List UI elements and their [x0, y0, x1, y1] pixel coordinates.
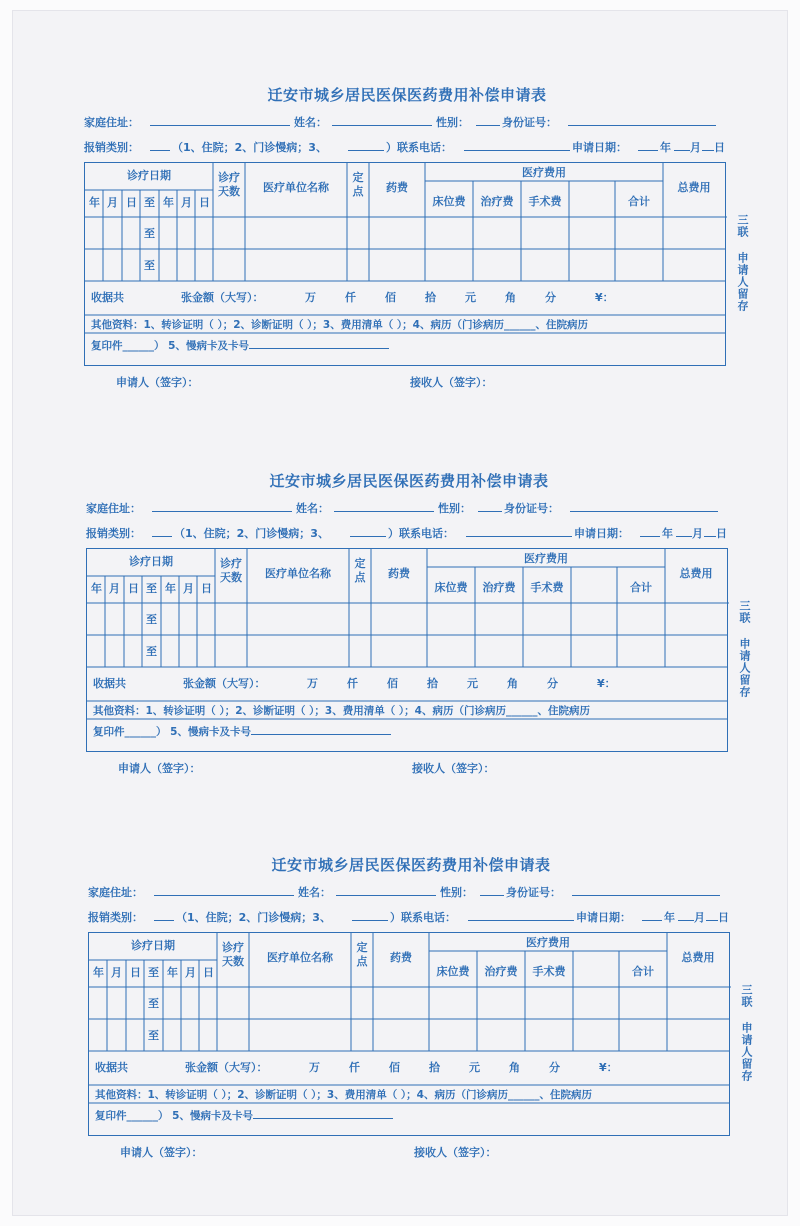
unit-3: 拾: [425, 291, 436, 304]
unit-3: 拾: [429, 1061, 440, 1074]
head-total: 总费用: [677, 181, 711, 194]
ymd-cell-2: 日: [126, 196, 137, 209]
amount-label: 张金额（大写）：: [185, 1061, 268, 1074]
year-label: 年: [660, 141, 671, 154]
type-label: 报销类别：: [86, 527, 141, 540]
head-bed: 床位费: [434, 581, 468, 594]
head-unit: 医疗单位名称: [263, 181, 329, 194]
copy-owner: 申请人留存: [736, 252, 749, 312]
head-medical: 医疗费用: [526, 936, 570, 949]
name-field[interactable]: [334, 500, 434, 512]
form-title: 迁安市城乡居民医保医药费用补偿申请表: [267, 86, 547, 104]
amount-label: 张金额（大写）：: [181, 291, 264, 304]
id-label: 身份证号：: [504, 502, 559, 515]
gender-label: 性别：: [436, 116, 469, 129]
head-date: 诊疗日期: [129, 555, 173, 568]
phone-field[interactable]: [466, 525, 572, 537]
to-2: 至: [146, 645, 157, 658]
type-field[interactable]: [154, 909, 174, 921]
copy-owner: 申请人留存: [740, 1022, 753, 1082]
name-label: 姓名：: [294, 116, 327, 129]
expense-table: [86, 548, 728, 752]
ymd-cell-5: 月: [183, 582, 194, 595]
head-medical: 医疗费用: [522, 166, 566, 179]
gender-label: 性别：: [438, 502, 471, 515]
other-docs-2-text: 复印件______） 5、慢病卡及卡号: [91, 340, 249, 352]
head-surgery: 手术费: [528, 195, 562, 208]
unit-4: 元: [469, 1061, 480, 1074]
ymd-cell-0: 年: [93, 966, 104, 979]
day-field[interactable]: [706, 909, 718, 921]
unit-3: 拾: [427, 677, 438, 690]
amount-label: 张金额（大写）：: [183, 677, 266, 690]
address-field[interactable]: [152, 500, 292, 512]
applicant-signature[interactable]: 申请人（签字）：: [120, 1146, 203, 1159]
ymd-cell-6: 日: [201, 582, 212, 595]
receiver-signature[interactable]: 接收人（签字）：: [410, 376, 493, 389]
head-total-sub: 合计: [632, 965, 654, 978]
unit-6: 分: [545, 291, 556, 304]
head-days: 诊疗天数: [218, 171, 240, 198]
date-label: 申请日期：: [576, 911, 631, 924]
head-point: 定点: [352, 171, 364, 198]
chronic-card-field[interactable]: [249, 337, 389, 349]
unit-5: 角: [505, 291, 516, 304]
name-field[interactable]: [332, 114, 432, 126]
ymd-cell-6: 日: [203, 966, 214, 979]
type-field[interactable]: [152, 525, 172, 537]
name-field[interactable]: [336, 884, 436, 896]
month-field[interactable]: [674, 139, 690, 151]
to-2: 至: [144, 259, 155, 272]
day-label: 日: [718, 911, 729, 924]
type-options: （1、住院；2、门诊慢病；3、: [176, 911, 331, 924]
info-row-2: [84, 139, 730, 155]
unit-2: 佰: [389, 1061, 400, 1074]
head-drug: 药费: [388, 567, 410, 580]
unit-2: 佰: [385, 291, 396, 304]
year-label: 年: [662, 527, 673, 540]
ymd-cell-1: 月: [111, 966, 122, 979]
ymd-cell-3: 至: [148, 966, 159, 979]
ymd-cell-2: 日: [130, 966, 141, 979]
ymd-cell-4: 年: [165, 582, 176, 595]
receiver-signature[interactable]: 接收人（签字）：: [414, 1146, 497, 1159]
head-total: 总费用: [681, 951, 715, 964]
to-1: 至: [144, 227, 155, 240]
ymd-cell-4: 年: [163, 196, 174, 209]
unit-0: 万: [305, 291, 316, 304]
other-docs-2-text: 复印件______） 5、慢病卡及卡号: [93, 726, 251, 738]
id-label: 身份证号：: [502, 116, 557, 129]
type-other-field[interactable]: [350, 525, 386, 537]
unit-1: 仟: [345, 291, 356, 304]
head-bed: 床位费: [432, 195, 466, 208]
unit-0: 万: [309, 1061, 320, 1074]
year-label: 年: [664, 911, 675, 924]
head-point: 定点: [354, 557, 366, 584]
unit-5: 角: [509, 1061, 520, 1074]
head-treat: 治疗费: [480, 195, 514, 208]
receipt-label: 收据共: [91, 291, 124, 304]
id-field[interactable]: [572, 884, 720, 896]
day-label: 日: [714, 141, 725, 154]
head-date: 诊疗日期: [127, 169, 171, 182]
other-docs-2: [95, 1107, 393, 1123]
copy-label: 三联: [740, 984, 753, 1008]
type-other-field[interactable]: [348, 139, 384, 151]
unit-6: 分: [549, 1061, 560, 1074]
head-total-sub: 合计: [630, 581, 652, 594]
head-days: 诊疗天数: [222, 941, 244, 968]
year-field[interactable]: [640, 525, 660, 537]
phone-label: ）联系电话：: [386, 141, 452, 154]
expense-table: [88, 932, 730, 1136]
type-options: （1、住院；2、门诊慢病；3、: [172, 141, 327, 154]
id-field[interactable]: [568, 114, 716, 126]
month-label: 月: [690, 141, 701, 154]
expense-table: [84, 162, 726, 366]
phone-label: ）联系电话：: [388, 527, 454, 540]
day-field[interactable]: [702, 139, 714, 151]
receipt-label: 收据共: [93, 677, 126, 690]
other-docs: 其他资料：1、转诊证明（ ）；2、诊断证明（ ）；3、费用清单（ ）；4、病历（门诊病历______、住院病历: [91, 319, 588, 331]
other-docs-2-text: 复印件______） 5、慢病卡及卡号: [95, 1110, 253, 1122]
phone-field[interactable]: [468, 909, 574, 921]
info-row-1: [88, 884, 734, 900]
date-label: 申请日期：: [574, 527, 629, 540]
form-title: 迁安市城乡居民医保医药费用补偿申请表: [271, 856, 551, 874]
ymd-cell-5: 月: [185, 966, 196, 979]
to-2: 至: [148, 1029, 159, 1042]
unit-5: 角: [507, 677, 518, 690]
ymd-cell-4: 年: [167, 966, 178, 979]
id-field[interactable]: [570, 500, 718, 512]
other-docs: 其他资料：1、转诊证明（ ）；2、诊断证明（ ）；3、费用清单（ ）；4、病历（门诊病历______、住院病历: [95, 1089, 592, 1101]
month-field[interactable]: [678, 909, 694, 921]
receipt-label: 收据共: [95, 1061, 128, 1074]
name-label: 姓名：: [298, 886, 331, 899]
receiver-signature[interactable]: 接收人（签字）：: [412, 762, 495, 775]
id-label: 身份证号：: [506, 886, 561, 899]
info-row-2: [86, 525, 732, 541]
reimbursement-form-1: [84, 84, 749, 394]
form-title: 迁安市城乡居民医保医药费用补偿申请表: [269, 472, 549, 490]
chronic-card-field[interactable]: [253, 1107, 393, 1119]
gender-field[interactable]: [480, 884, 504, 896]
head-surgery: 手术费: [530, 581, 564, 594]
phone-field[interactable]: [464, 139, 570, 151]
type-other-field[interactable]: [352, 909, 388, 921]
address-label: 家庭住址：: [88, 886, 143, 899]
ymd-cell-3: 至: [146, 582, 157, 595]
ymd-cell-2: 日: [128, 582, 139, 595]
address-field[interactable]: [154, 884, 294, 896]
info-row-1: [86, 500, 732, 516]
ymd-cell-1: 月: [109, 582, 120, 595]
to-1: 至: [148, 997, 159, 1010]
unit-0: 万: [307, 677, 318, 690]
head-unit: 医疗单位名称: [267, 951, 333, 964]
chronic-card-field[interactable]: [251, 723, 391, 735]
type-options: （1、住院；2、门诊慢病；3、: [174, 527, 329, 540]
gender-field[interactable]: [478, 500, 502, 512]
ymd-cell-5: 月: [181, 196, 192, 209]
unit-1: 仟: [347, 677, 358, 690]
ymd-cell-1: 月: [107, 196, 118, 209]
ymd-cell-3: 至: [144, 196, 155, 209]
info-row-2: [88, 909, 734, 925]
other-docs-2: [93, 723, 391, 739]
to-1: 至: [146, 613, 157, 626]
unit-7: ¥：: [599, 1061, 618, 1074]
month-label: 月: [692, 527, 703, 540]
type-label: 报销类别：: [88, 911, 143, 924]
unit-6: 分: [547, 677, 558, 690]
address-label: 家庭住址：: [86, 502, 141, 515]
name-label: 姓名：: [296, 502, 329, 515]
date-label: 申请日期：: [572, 141, 627, 154]
head-point: 定点: [356, 941, 368, 968]
month-label: 月: [694, 911, 705, 924]
unit-4: 元: [467, 677, 478, 690]
head-drug: 药费: [390, 951, 412, 964]
head-medical: 医疗费用: [524, 552, 568, 565]
unit-2: 佰: [387, 677, 398, 690]
ymd-cell-0: 年: [91, 582, 102, 595]
address-field[interactable]: [150, 114, 290, 126]
copy-owner: 申请人留存: [738, 638, 751, 698]
gender-field[interactable]: [476, 114, 500, 126]
ymd-cell-6: 日: [199, 196, 210, 209]
info-row-1: [84, 114, 730, 130]
copy-label: 三联: [738, 600, 751, 624]
day-label: 日: [716, 527, 727, 540]
head-treat: 治疗费: [482, 581, 516, 594]
type-field[interactable]: [150, 139, 170, 151]
unit-7: ¥：: [597, 677, 616, 690]
other-docs-2: [91, 337, 389, 353]
address-label: 家庭住址：: [84, 116, 139, 129]
head-drug: 药费: [386, 181, 408, 194]
type-label: 报销类别：: [84, 141, 139, 154]
reimbursement-form-2: [86, 470, 751, 780]
year-field[interactable]: [638, 139, 658, 151]
head-total-sub: 合计: [628, 195, 650, 208]
head-surgery: 手术费: [532, 965, 566, 978]
year-field[interactable]: [642, 909, 662, 921]
month-field[interactable]: [676, 525, 692, 537]
phone-label: ）联系电话：: [390, 911, 456, 924]
head-days: 诊疗天数: [220, 557, 242, 584]
reimbursement-form-3: [88, 854, 753, 1164]
unit-1: 仟: [349, 1061, 360, 1074]
head-bed: 床位费: [436, 965, 470, 978]
head-total: 总费用: [679, 567, 713, 580]
head-treat: 治疗费: [484, 965, 518, 978]
applicant-signature[interactable]: 申请人（签字）：: [116, 376, 199, 389]
copy-label: 三联: [736, 214, 749, 238]
applicant-signature[interactable]: 申请人（签字）：: [118, 762, 201, 775]
head-date: 诊疗日期: [131, 939, 175, 952]
unit-7: ¥：: [595, 291, 614, 304]
head-unit: 医疗单位名称: [265, 567, 331, 580]
day-field[interactable]: [704, 525, 716, 537]
gender-label: 性别：: [440, 886, 473, 899]
other-docs: 其他资料：1、转诊证明（ ）；2、诊断证明（ ）；3、费用清单（ ）；4、病历（门诊病历______、住院病历: [93, 705, 590, 717]
unit-4: 元: [465, 291, 476, 304]
ymd-cell-0: 年: [89, 196, 100, 209]
